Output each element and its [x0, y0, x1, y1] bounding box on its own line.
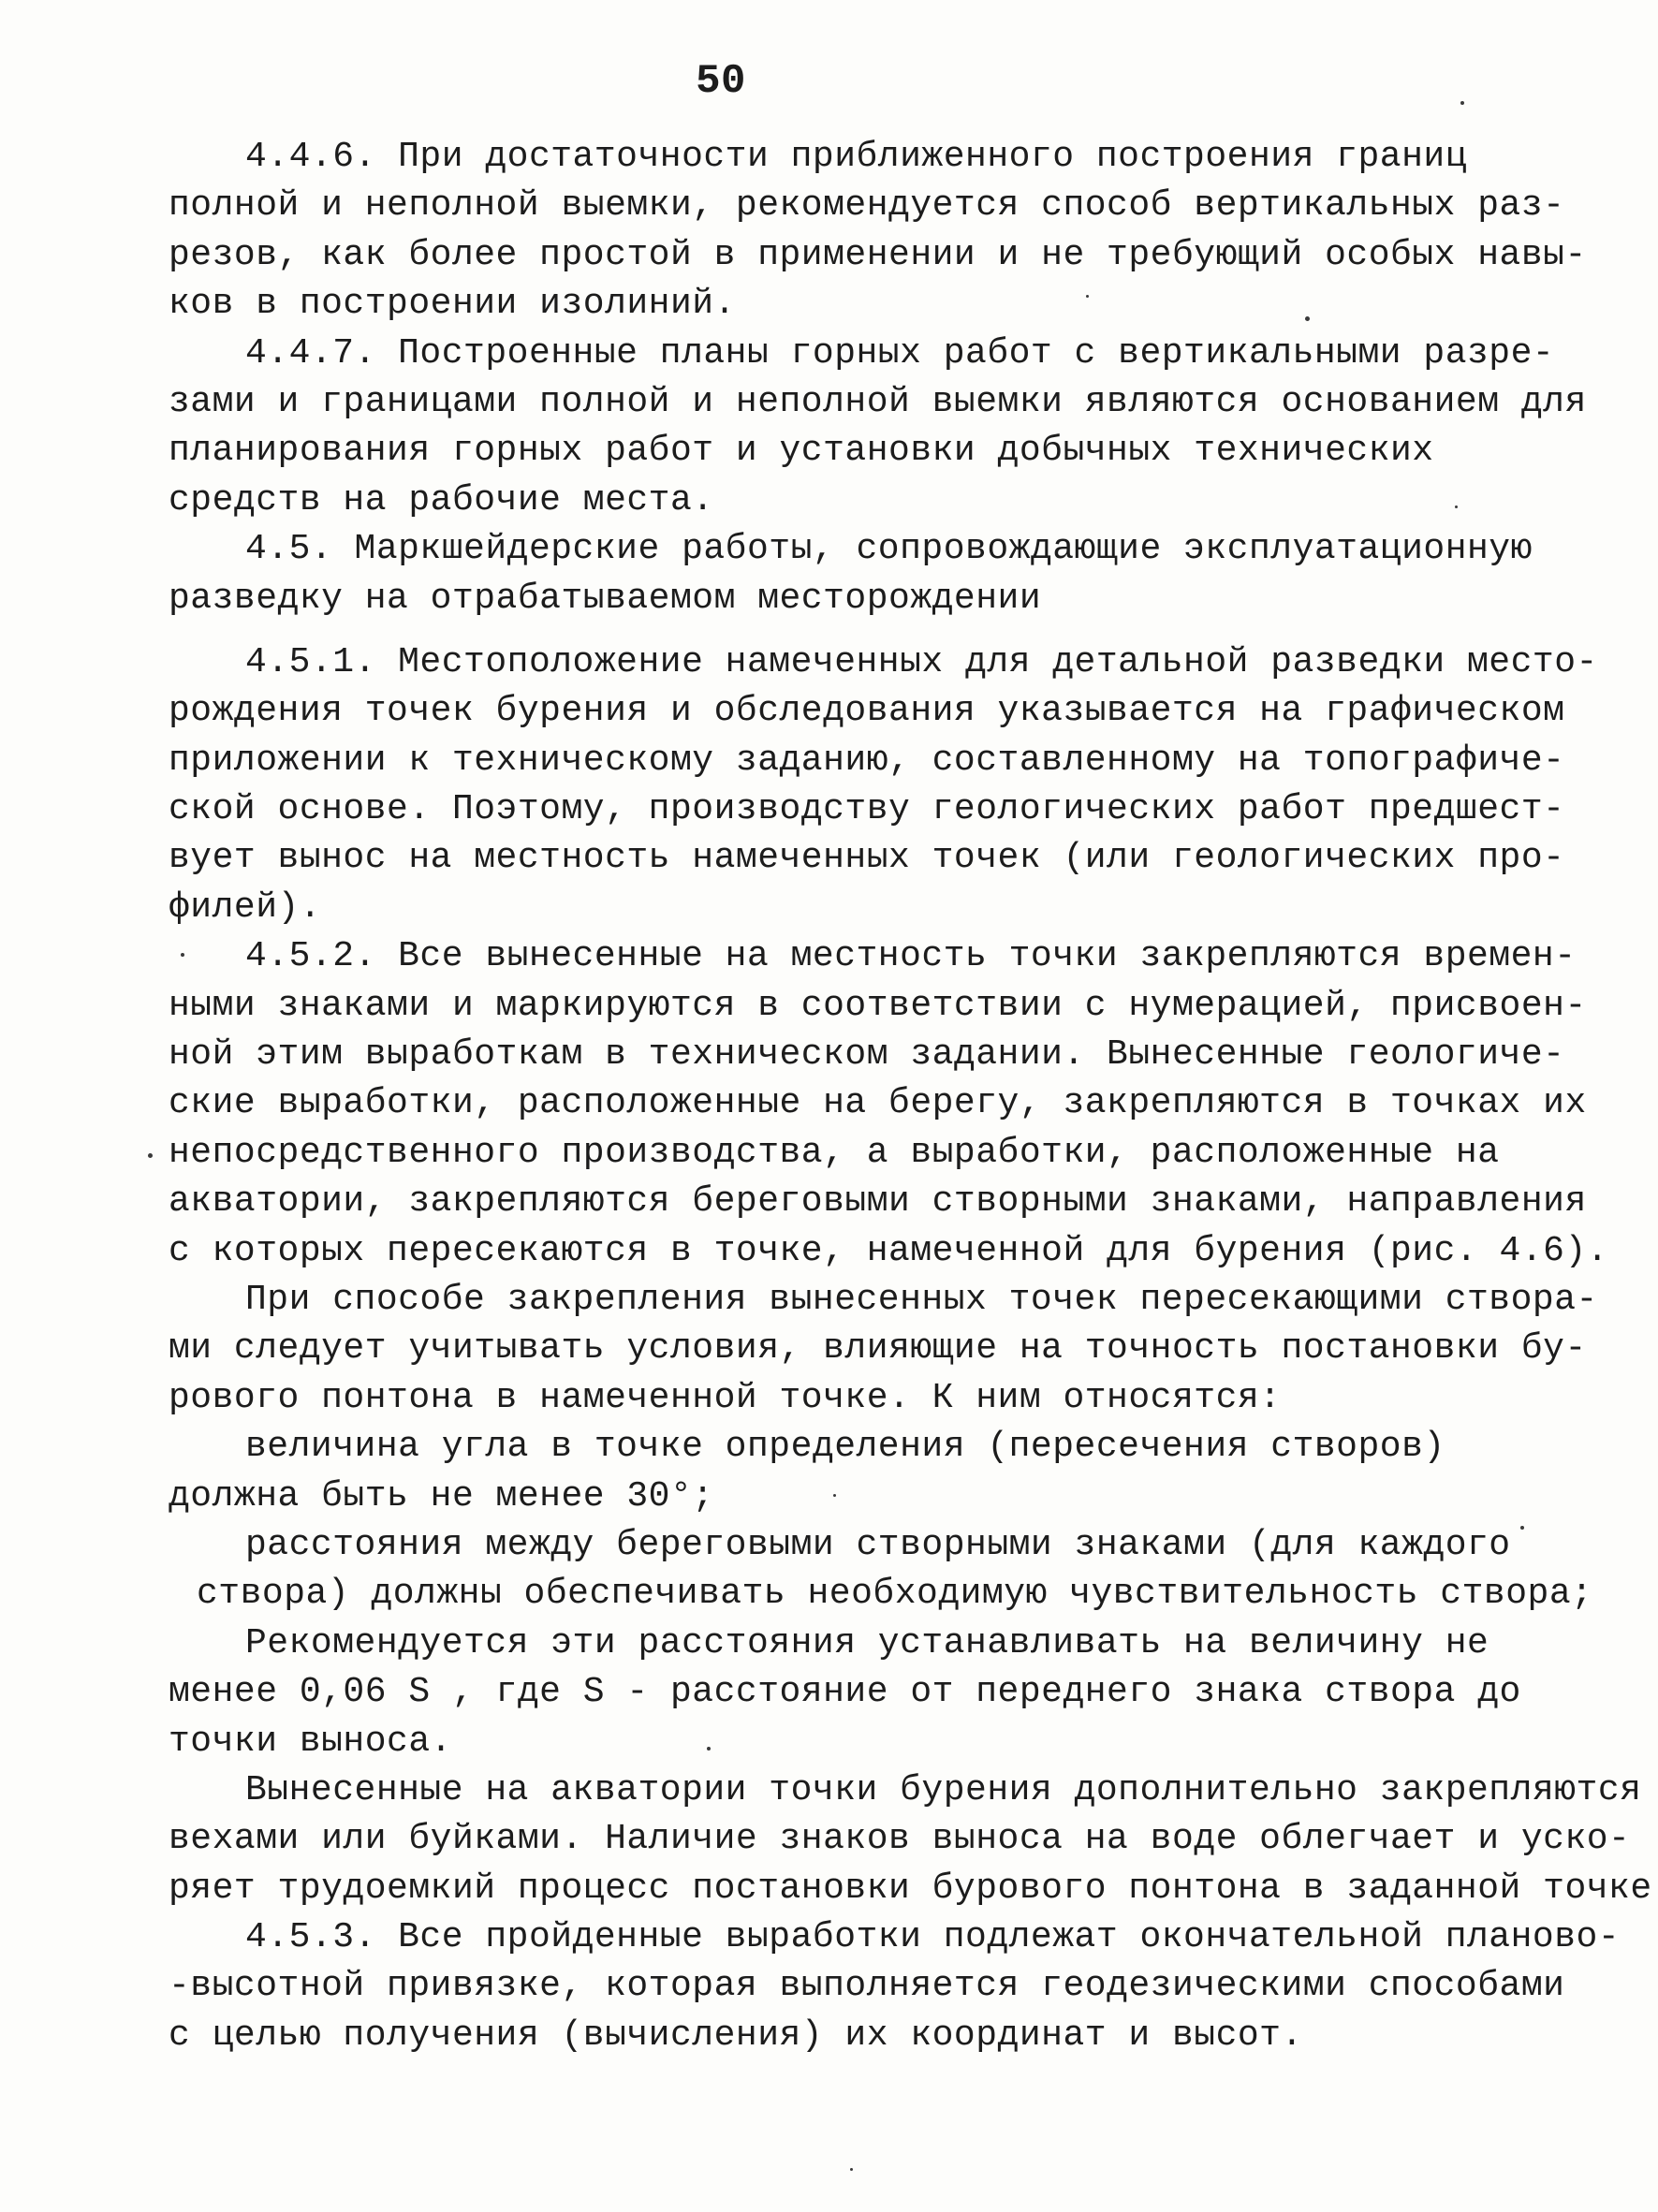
scan-speck	[1086, 295, 1089, 298]
text-line: створа) должны обеспечивать необходимую чувствительность створа;	[197, 1574, 1593, 1615]
scan-speck	[1305, 316, 1310, 321]
text-line: При способе закрепления вынесенных точек пересекающими створа-	[245, 1279, 1598, 1320]
text-line: -высотной привязке, которая выполняется геодезическими способами	[169, 1966, 1565, 2007]
body-text	[169, 133, 1652, 2060]
text-line: с целью получения (вычисления) их координат и высот.	[169, 2014, 1303, 2056]
text-line: точки выноса.	[169, 1721, 452, 1762]
text-line: рового понтона в намеченной точке. К ним относятся:	[169, 1377, 1282, 1418]
section-heading: 4.5. Маркшейдерские работы, сопровождающие эксплуатационную	[245, 529, 1533, 570]
scan-speck	[148, 1153, 153, 1158]
text-line: ков в построении изолиний.	[169, 284, 736, 325]
text-line: рождения точек бурения и обследования указывается на графическом	[169, 691, 1565, 732]
text-line: 4.5.2. Все вынесенные на местность точки закрепляются времен-	[245, 936, 1577, 977]
scan-speck	[707, 1747, 711, 1751]
text-line: величина угла в точке определения (пересечения створов)	[245, 1427, 1445, 1468]
text-line: полной и неполной выемки, рекомендуется способ вертикальных раз-	[169, 185, 1565, 227]
text-line: вехами или буйками. Наличие знаков выноса на воде облегчает и уско-	[169, 1819, 1631, 1860]
text-line: ряет трудоемкий процесс постановки бурового понтона в заданной точке	[169, 1868, 1652, 1909]
page-number: 50	[696, 58, 746, 105]
text-line: ми следует учитывать условия, влияющие на точность постановки бу-	[169, 1328, 1587, 1370]
section-heading: разведку на отрабатываемом месторождении	[169, 578, 1042, 619]
text-line: менее 0,06 S , где S - расстояние от переднего знака створа до	[169, 1672, 1521, 1713]
scan-speck	[833, 1494, 836, 1497]
text-line: расстояния между береговыми створными знаками (для каждого	[245, 1524, 1511, 1565]
text-line: должна быть не менее 30°;	[169, 1475, 714, 1516]
scan-speck	[850, 2168, 853, 2171]
text-line: 4.4.6. При достаточности приближенного построения границ	[245, 137, 1468, 177]
text-line: ские выработки, расположенные на берегу, закрепляются в точках их	[169, 1083, 1587, 1124]
text-line: планирования горных работ и установки добычных технических	[169, 431, 1434, 472]
text-line: приложении к техническому заданию, составленному на топографиче-	[169, 740, 1565, 781]
scan-speck	[1520, 1526, 1524, 1530]
text-line: ской основе. Поэтому, производству геологических работ предшест-	[169, 789, 1565, 830]
text-line: филей).	[169, 886, 322, 928]
text-line: ной этим выработкам в техническом задании. Вынесенные геологиче-	[169, 1034, 1565, 1076]
text-line: зами и границами полной и неполной выемки являются основанием для	[169, 381, 1587, 422]
text-line: средств на рабочие места.	[169, 479, 714, 520]
text-line: непосредственного производства, а выработки, расположенные на	[169, 1132, 1500, 1173]
text-line: с которых пересекаются в точке, намеченной для бурения (рис. 4.6).	[169, 1230, 1609, 1271]
text-line: Вынесенные на акватории точки бурения дополнительно закрепляются	[245, 1769, 1642, 1810]
scan-speck	[181, 953, 184, 957]
text-line: 4.4.7. Построенные планы горных работ с вертикальными разре-	[245, 332, 1555, 374]
text-line: 4.5.3. Все пройденные выработки подлежат окончательной планово-	[245, 1917, 1621, 1958]
text-line: 4.5.1. Местоположение намеченных для детальной разведки место-	[245, 641, 1598, 682]
text-line: акватории, закрепляются береговыми створными знаками, направления	[169, 1181, 1587, 1223]
text-line: вует вынос на местность намеченных точек (или геологических про-	[169, 838, 1565, 879]
text-line: ными знаками и маркируются в соответствии с нумерацией, присвоен-	[169, 985, 1587, 1026]
scan-speck	[1460, 101, 1464, 105]
spacer	[169, 623, 1498, 638]
scan-speck	[1455, 505, 1458, 508]
text-line: Рекомендуется эти расстояния устанавливать на величину не	[245, 1622, 1489, 1663]
text-line: резов, как более простой в применении и не требующий особых навы-	[169, 234, 1587, 275]
